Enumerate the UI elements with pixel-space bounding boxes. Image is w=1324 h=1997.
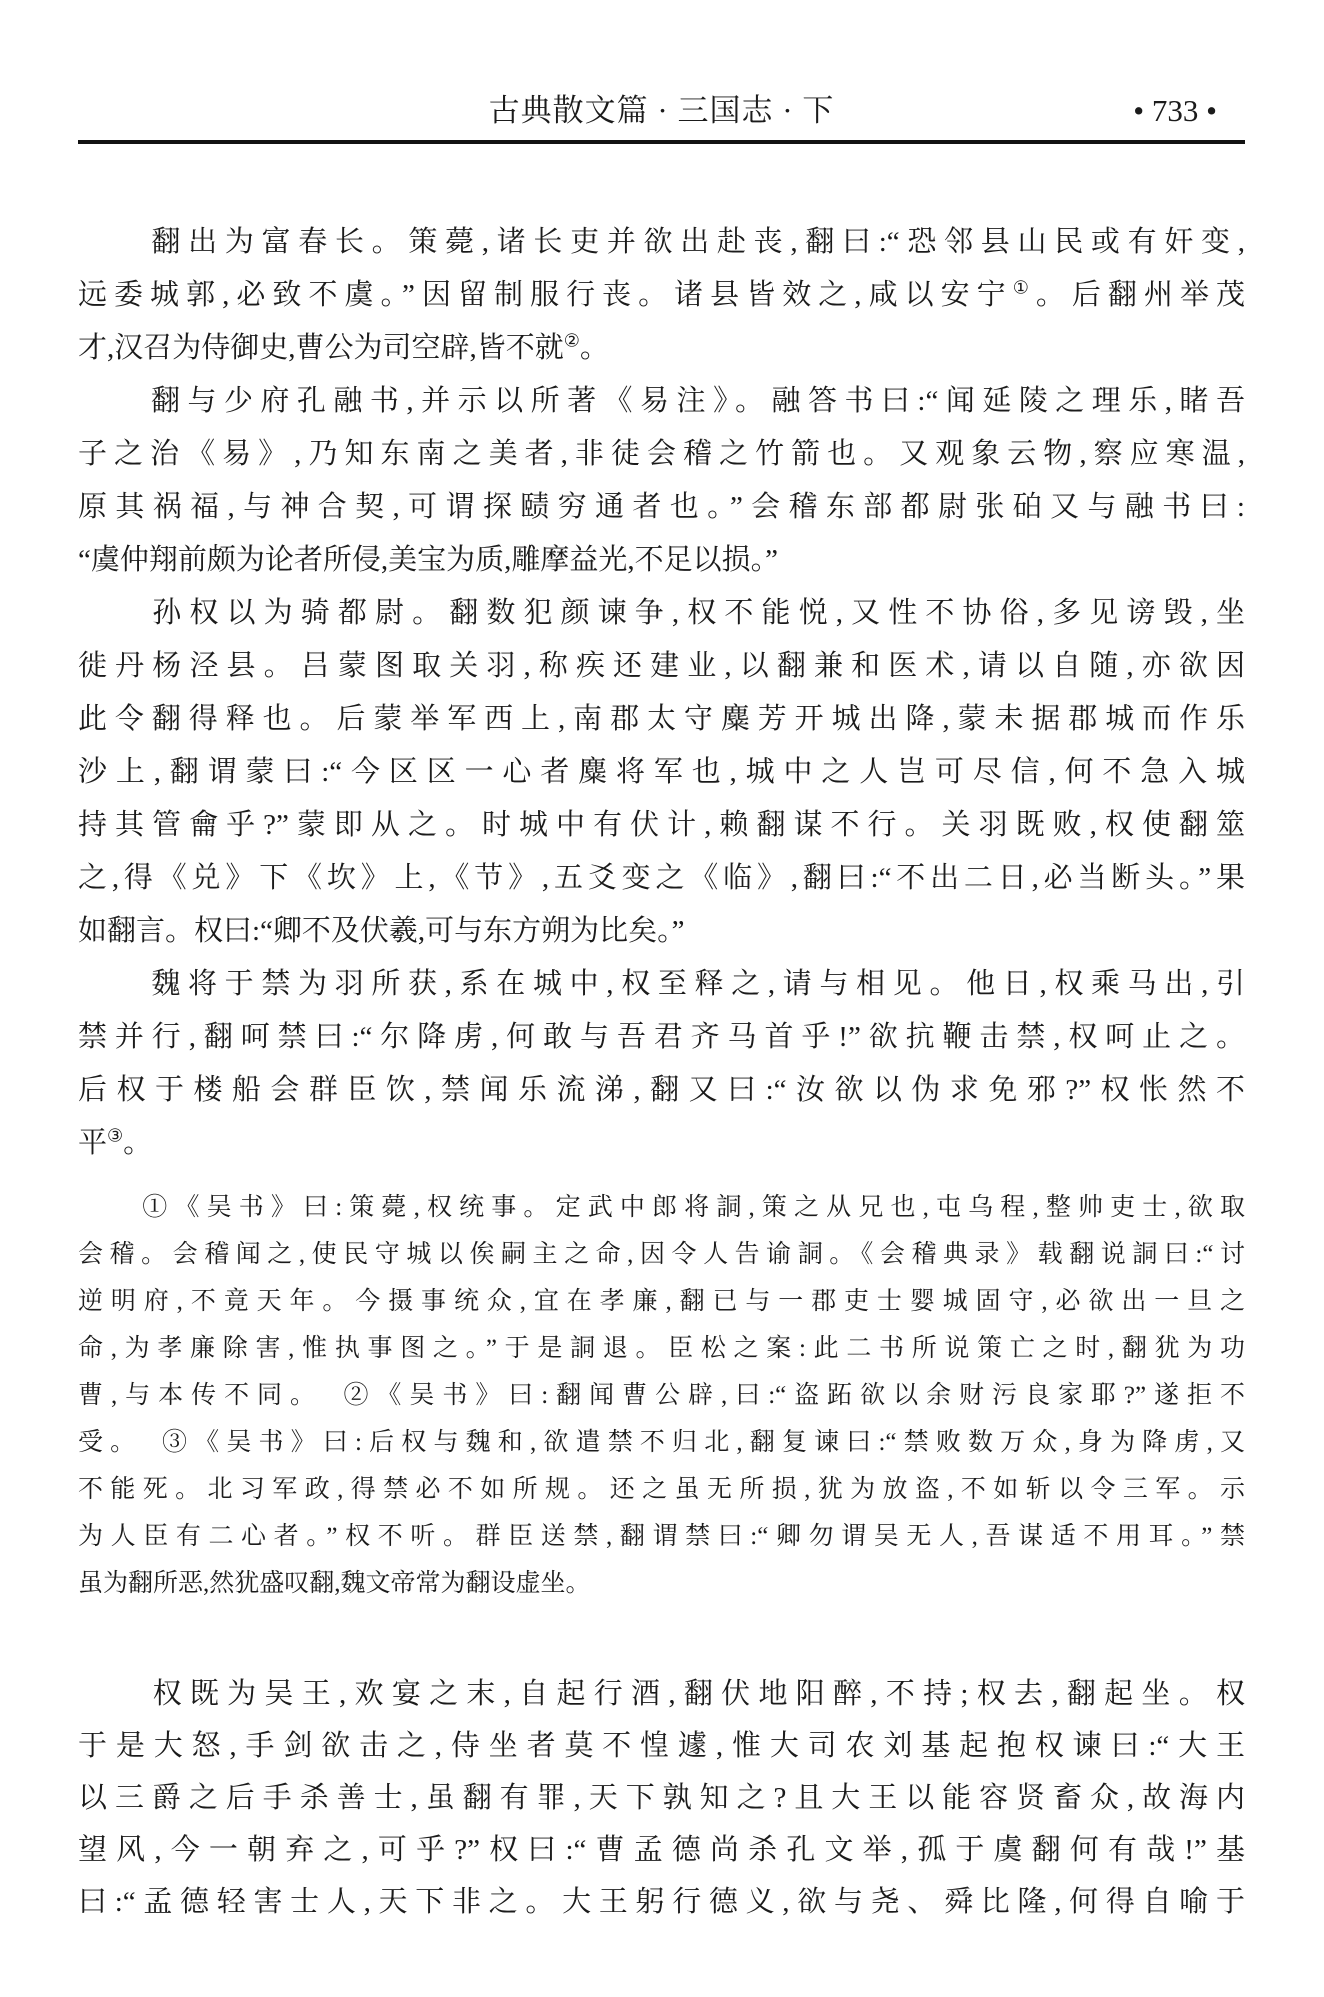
text-line: 后权于楼船会群臣饮,禁闻乐流涕,翻又曰:“汝欲以伪求免邪?”权怅然不 <box>78 1074 1245 1106</box>
text-line: 曰:“孟德轻害士人,天下非之。大王躬行德义,欲与尧、舜比隆,何得自喻于 <box>78 1886 1245 1918</box>
text-line: 以三爵之后手杀善士,虽翻有罪,天下孰知之?且大王以能容贤畜众,故海内 <box>78 1782 1245 1814</box>
text-line: 魏将于禁为羽所获,系在城中,权至释之,请与相见。他日,权乘马出,引 <box>78 968 1245 1000</box>
text-line: 原其祸福,与神合契,可谓探赜穷通者也。”会稽东部都尉张砶又与融书曰: <box>78 491 1245 523</box>
text-line: 之,得《兑》下《坎》上,《节》,五爻变之《临》,翻曰:“不出二日,必当断头。”果 <box>78 862 1245 894</box>
text-line: 沙上,翻谓蒙曰:“今区区一心者麋将军也,城中之人岂可尽信,何不急入城 <box>78 756 1245 788</box>
paragraph-4 <box>78 958 1245 1170</box>
text-line: “虞仲翔前颇为论者所侵,美宝为质,雕摩益光,不足以损。” <box>78 544 778 576</box>
page-number: • 733 • <box>1133 93 1217 128</box>
text-line: 会稽。会稽闻之,使民守城以俟嗣主之命,因令人告谕詷。《会稽典录》载翻说詷曰:“讨 <box>78 1241 1245 1268</box>
text-line: 翻与少府孔融书,并示以所著《易注》。融答书曰:“闻延陵之理乐,睹吾 <box>78 385 1245 417</box>
text-line: 为人臣有二心者。”权不听。群臣送禁,翻谓禁曰:“卿勿谓吴无人,吾谋适不用耳。”禁 <box>78 1523 1245 1550</box>
text-line: 此令翻得释也。后蒙举军西上,南郡太守麋芳开城出降,蒙未据郡城而作乐 <box>78 703 1245 735</box>
paragraph-1 <box>78 216 1245 375</box>
header-rule <box>78 140 1245 144</box>
text-line: 远委城郭,必致不虞。”因留制服行丧。诸县皆效之,咸以安宁①。后翻州举茂 <box>78 277 1245 311</box>
text-line: ①《吴书》曰:策薨,权统事。定武中郎将詷,策之从兄也,屯乌程,整帅吏士,欲取 <box>78 1194 1245 1221</box>
paragraph-2 <box>78 375 1245 587</box>
text-line: 虽为翻所恶,然犹盛叹翻,魏文帝常为翻设虚坐。 <box>78 1570 591 1597</box>
footnotes <box>78 1184 1245 1607</box>
text-line: 持其管龠乎?”蒙即从之。时城中有伏计,赖翻谋不行。关羽既败,权使翻筮 <box>78 809 1245 841</box>
text-line: 望风,今一朝弃之,可乎?”权曰:“曹孟德尚杀孔文举,孤于虞翻何有哉!”基 <box>78 1834 1245 1866</box>
text-line: 曹,与本传不同。 ②《吴书》曰:翻闻曹公辟,曰:“盗跖欲以余财污良家耶?”遂拒不 <box>78 1382 1245 1409</box>
text-column <box>78 0 1245 1928</box>
text-line: 平③。 <box>78 1125 153 1159</box>
running-title: 古典散文篇 · 三国志 · 下 <box>488 93 835 128</box>
text-line: 权既为吴王,欢宴之末,自起行酒,翻伏地阳醉,不持;权去,翻起坐。权 <box>78 1678 1245 1710</box>
text-line: 逆明府,不竟天年。今摄事统众,宜在孝廉,翻已与一郡吏士婴城固守,必欲出一旦之 <box>78 1288 1245 1315</box>
text-line: 才,汉召为侍御史,曹公为司空辟,皆不就②。 <box>78 330 609 364</box>
text-line: 于是大怒,手剑欲击之,侍坐者莫不惶遽,惟大司农刘基起抱权谏曰:“大王 <box>78 1730 1245 1762</box>
text-line: 不能死。北习军政,得禁必不如所规。还之虽无所损,犹为放盗,不如斩以令三军。示 <box>78 1476 1245 1503</box>
text-line: 翻出为富春长。策薨,诸长吏并欲出赴丧,翻曰:“恐邻县山民或有奸变, <box>78 226 1245 258</box>
text-line: 徙丹杨泾县。吕蒙图取关羽,称疾还建业,以翻兼和医术,请以自随,亦欲因 <box>78 650 1245 682</box>
text-line: 孙权以为骑都尉。翻数犯颜谏争,权不能悦,又性不协俗,多见谤毁,坐 <box>78 597 1245 629</box>
text-line: 子之治《易》,乃知东南之美者,非徒会稽之竹箭也。又观象云物,察应寒温, <box>78 438 1245 470</box>
text-line: 命,为孝廉除害,惟执事图之。”于是詷退。臣松之案:此二书所说策亡之时,翻犹为功 <box>78 1335 1245 1362</box>
text-line: 如翻言。权曰:“卿不及伏羲,可与东方朔为比矣。” <box>78 915 685 947</box>
page-header <box>78 0 1245 132</box>
text-body <box>78 216 1245 1928</box>
text-line: 禁并行,翻呵禁曰:“尔降虏,何敢与吾君齐马首乎!”欲抗鞭击禁,权呵止之。 <box>78 1021 1245 1053</box>
text-line: 受。 ③《吴书》曰:后权与魏和,欲遣禁不归北,翻复谏曰:“禁败数万众,身为降虏,又 <box>78 1429 1245 1456</box>
paragraph-3 <box>78 587 1245 958</box>
paragraph-5 <box>78 1668 1245 1928</box>
